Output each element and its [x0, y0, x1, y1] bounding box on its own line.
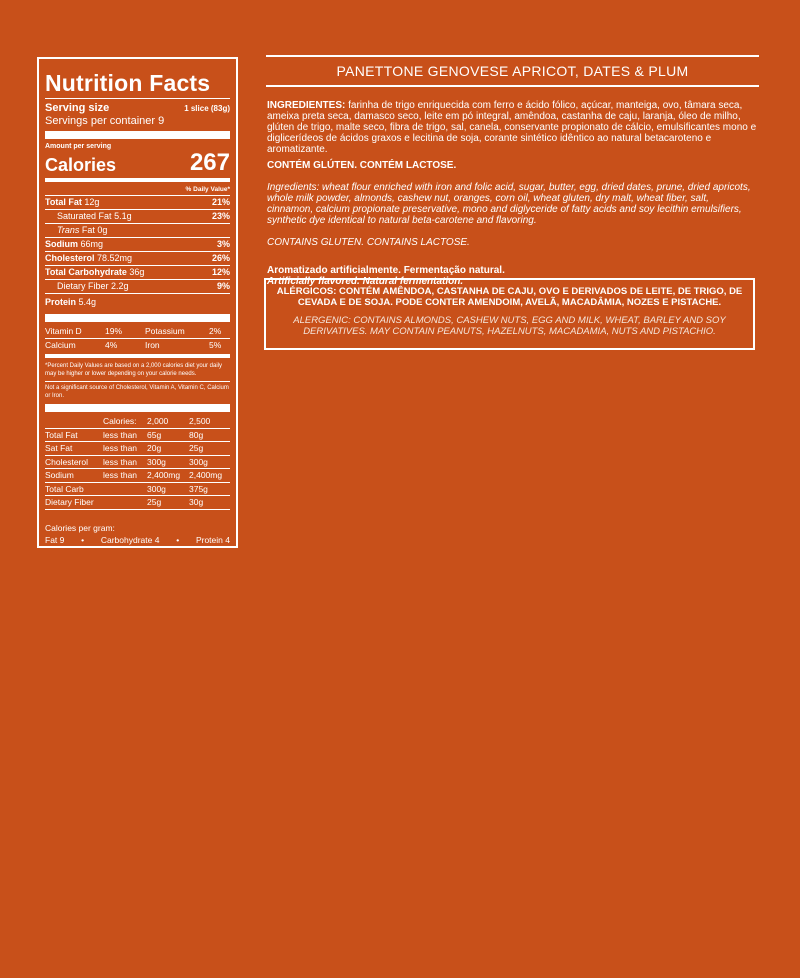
ingredients-en: Ingredients: wheat flour enriched with iron and folic acid, sugar, butter, egg, dried dates, prune, dried apricots, whole milk powder, almonds, cashew nut, oranges, corn oil, wheat gluten, dry malt, wheat fiber, salt, cinnamon, calcium propionate preservative, mono and diglyceride of fatty acids and soy lecithin emulsifiers, synthetic dye identical to natural beta-carotene and flavoring.	[267, 182, 751, 226]
table-header-row: Calories: 2,000 2,500	[45, 415, 230, 429]
table-row: Cholesterol less than 300g 300g	[45, 456, 230, 470]
flavor-pt: Aromatizado artificialmente. Fermentação natural.	[267, 265, 505, 276]
nutrient-row-saturated-fat: Saturated Fat 5.1g 23%	[45, 209, 230, 223]
vitamin-row-1: Vitamin D 19% Potassium 2%	[45, 326, 222, 336]
nutrient-row-dietary-fiber: Dietary Fiber 2.2g 9%	[45, 279, 230, 293]
serving-size-value: 1 slice (83g)	[184, 104, 230, 113]
table-row: Sat Fat less than 20g 25g	[45, 442, 230, 456]
servings-per-container: Servings per container 9	[45, 115, 165, 127]
table-row: Total Carb 300g 375g	[45, 483, 230, 497]
flavor-en: Artificially flavored. Natural fermentation.	[267, 276, 464, 287]
nutrient-row-protein: Protein 5.4g	[45, 293, 230, 309]
contains-en: CONTAINS GLUTEN. CONTAINS LACTOSE.	[267, 237, 470, 248]
calories-per-gram-values: Fat 9 • Carbohydrate 4 • Protein 4	[45, 534, 230, 545]
not-significant-note: Not a significant source of Cholesterol, Vitamin A, Vitamin C, Calcium or Iron.	[45, 381, 230, 400]
amount-per-serving: Amount per serving	[45, 143, 112, 150]
allergen-pt: ALÉRGICOS: CONTÉM AMÊNDOA, CASTANHA DE CAJU, OVO E DERIVADOS DE LEITE, DE TRIGO, DE CEVADA E DE SOJA. PODE CONTER AMENDOIM, AVELÃ, MACADÂMIA, NOZES E PISTACHE.	[276, 286, 743, 308]
nutrition-facts-panel	[37, 57, 238, 548]
daily-values-table	[45, 415, 230, 510]
calories-per-gram-label: Calories per gram:	[45, 522, 115, 533]
calories-value: 267	[189, 149, 230, 176]
daily-value-header: % Daily Value*	[185, 186, 230, 193]
table-row: Total Fat less than 65g 80g	[45, 429, 230, 443]
nutrient-row-total-carbohydrate: Total Carbohydrate 36g 12%	[45, 267, 230, 277]
contains-pt: CONTÉM GLÚTEN. CONTÉM LACTOSE.	[267, 160, 457, 171]
table-row: Dietary Fiber 25g 30g	[45, 496, 230, 510]
allergen-en: ALERGENIC: CONTAINS ALMONDS, CASHEW NUTS, EGG AND MILK, WHEAT, BARLEY AND SOY DERIVATIVES. MAY CONTAIN PEANUTS, HAZELNUTS, MACADAMIA, NUTS AND PISTACHIO.	[293, 315, 726, 337]
table-row: Sodium less than 2,400mg 2,400mg	[45, 469, 230, 483]
vitamin-row-2: Calcium 4% Iron 5%	[45, 338, 230, 352]
nutrition-title: Nutrition Facts	[45, 70, 211, 96]
nutrient-row-sodium: Sodium 66mg 3%	[45, 239, 230, 249]
nutrient-row-trans-fat: Trans Fat 0g	[45, 223, 230, 237]
nutrient-row-total-fat: Total Fat 12g 21%	[45, 197, 230, 207]
serving-size-row	[45, 102, 230, 115]
ingredients-section	[267, 100, 757, 287]
daily-values-footnote: *Percent Daily Values are based on a 2,000 calories diet your daily may be higher or lower depending on your calorie needs.	[45, 363, 222, 377]
ingredients-pt: INGREDIENTES: farinha de trigo enriquecida com ferro e ácido fólico, açúcar, manteiga, ovo, tâmara seca, ameixa preta seca, damasco seco, leite em pó integral, amêndoa, castanha de caju, laranja, óleo de milho, glúten de trigo, malte seco, fibra de trigo, sal, canela, conservante propionato de cálcio, emulsificantes mono e diglicerídeos de ácidos graxos e lecitina de soja, corante sintético idêntico ao natural betacaroteno e aromatizante.	[267, 100, 757, 155]
nutrient-row-cholesterol: Cholesterol 78.52mg 26%	[45, 253, 230, 263]
serving-size-label: Serving size	[45, 102, 110, 114]
calories-label: Calories	[45, 155, 117, 175]
product-title: PANETTONE GENOVESE APRICOT, DATES & PLUM	[266, 55, 759, 87]
calories-row	[45, 151, 230, 175]
allergen-box	[264, 278, 755, 350]
